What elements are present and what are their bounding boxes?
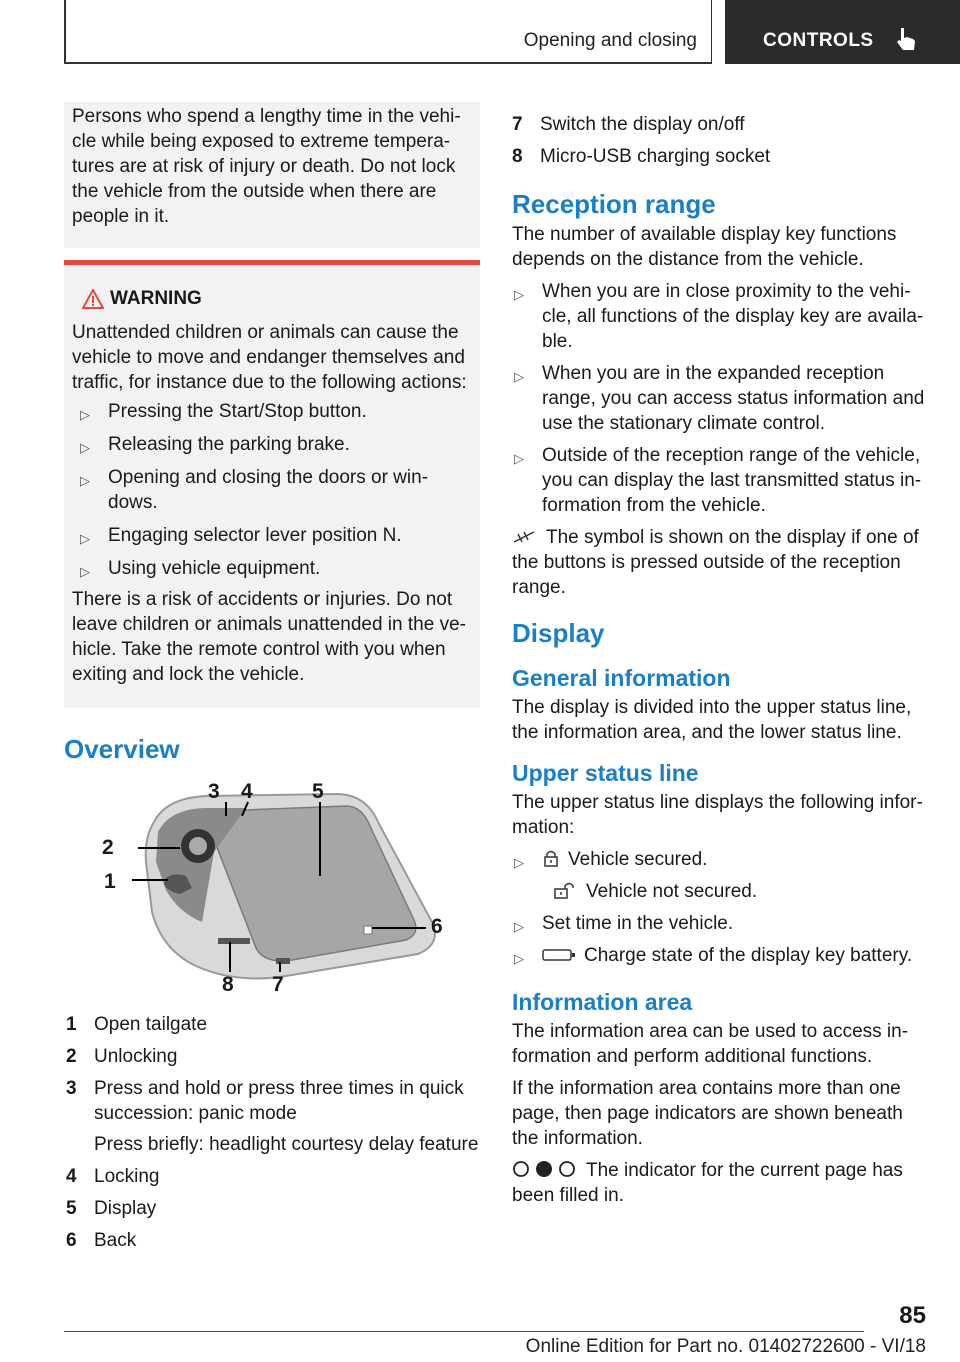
list-item: ▷ Vehicle secured. [512, 847, 928, 872]
triangle-bullet-icon: ▷ [514, 369, 524, 384]
triangle-bullet-icon: ▷ [514, 951, 524, 966]
warning-content [72, 288, 472, 687]
no-reception-icon [512, 530, 538, 544]
indicator-note: The indicator for the current page has been filled in. [512, 1160, 903, 1206]
warning-list [72, 399, 472, 581]
list-item: ▷ Set time in the vehicle. [512, 911, 928, 936]
list-item-sub: Vehicle not secured. [512, 879, 928, 904]
callout-6: 6 [431, 915, 443, 938]
header-section [66, 0, 712, 64]
lock-closed-icon [542, 849, 560, 867]
upper-status-list [512, 847, 928, 968]
caution-text [72, 104, 472, 229]
warning-intro: Unattended children or animals can cause the vehicle to move and endanger themselves and traffic, for instance due to the following actions: [72, 322, 467, 393]
chapter-title: CONTROLS [763, 30, 874, 51]
callout-8: 8 [222, 973, 234, 996]
callout-7: 7 [272, 973, 284, 996]
footer-text: Online Edition for Part no. 01402722600 - VI/18 [525, 1336, 926, 1357]
legend-item: 7 Switch the display on/off [512, 114, 745, 135]
warning-header [72, 288, 472, 314]
legend-item: 1 Open tailgate [66, 1014, 208, 1035]
caution-paragraph: Persons who spend a lengthy time in the vehi-cle while being exposed to extreme tempera-tures are at risk of injury or death. Do not lock the vehicle from the outside when there are people in it. [72, 106, 461, 227]
callout-5: 5 [312, 780, 324, 803]
info-area-p2: If the information area contains more than one page, then page indicators are shown beneath the information. [512, 1078, 903, 1149]
triangle-bullet-icon: ▷ [80, 440, 90, 455]
legend-item: 8 Micro-USB charging socket [512, 146, 771, 167]
list-item: ▷ Engaging selector lever position N. [78, 523, 472, 548]
info-area-heading: Information area [512, 989, 693, 1015]
list-item: ▷ Releasing the parking brake. [78, 432, 472, 457]
list-item: ▷ Outside of the reception range of the vehicle, you can display the last transmitted status in-formation from the vehicle. [514, 445, 922, 516]
general-heading: General information [512, 665, 731, 691]
list-item: ▷ When you are in the expanded reception range, you can access status information and use the stationary climate control. [514, 363, 925, 434]
section-title: Opening and closing [523, 30, 697, 51]
warning-title: WARNING [110, 288, 202, 309]
reception-heading: Reception range [512, 189, 716, 219]
symbol-note: The symbol is shown on the display if one of the buttons is pressed outside of the reception range. [512, 527, 919, 598]
hand-pointer-icon [895, 26, 917, 54]
triangle-bullet-icon: ▷ [80, 564, 90, 579]
callout-4: 4 [241, 780, 253, 803]
battery-icon [542, 948, 576, 962]
legend-item: 6 Back [66, 1230, 137, 1251]
display-key-illustration [96, 772, 456, 998]
list-item: ▷ When you are in close proximity to the vehi-cle, all functions of the display key are availa-ble. [514, 281, 924, 352]
triangle-bullet-icon: ▷ [80, 473, 90, 488]
header-chapter [725, 0, 960, 64]
legend-item: 4 Locking [66, 1166, 160, 1187]
display-heading: Display [512, 618, 605, 648]
callout-1: 1 [104, 870, 116, 893]
warning-outro: There is a risk of accidents or injuries. Do not leave children or animals unattended in the ve-hicle. Take the remote control with you when exiting and lock the vehicle. [72, 589, 466, 685]
list-item: ▷ Opening and closing the doors or win-dows. [80, 467, 429, 513]
upper-status-heading: Upper status line [512, 760, 699, 786]
legend-item: 5 Display [66, 1198, 157, 1219]
triangle-bullet-icon: ▷ [514, 451, 524, 466]
triangle-bullet-icon: ▷ [514, 855, 524, 870]
list-item: ▷ Using vehicle equipment. [78, 556, 472, 581]
legend-left [66, 1012, 480, 1253]
reception-intro: The number of available display key functions depends on the distance from the vehicle. [512, 224, 897, 270]
triangle-bullet-icon: ▷ [80, 531, 90, 546]
page-header [64, 0, 960, 64]
list-item: ▷ Pressing the Start/Stop button. [78, 399, 472, 424]
upper-status-intro: The upper status line displays the following infor-mation: [512, 792, 923, 838]
list-item: ▷ Charge state of the display key battery. [512, 943, 928, 968]
legend-item: 3 Press and hold or press three times in quick succession: panic mode [66, 1078, 464, 1124]
page-number: 85 [899, 1302, 926, 1329]
info-area-p1: The information area can be used to access in-formation and perform additional functions. [512, 1021, 909, 1067]
footer-rule [64, 1331, 864, 1332]
triangle-bullet-icon: ▷ [80, 407, 90, 422]
callout-3: 3 [208, 780, 220, 803]
callout-2: 2 [102, 836, 114, 859]
lock-open-icon [552, 881, 578, 899]
triangle-bullet-icon: ▷ [514, 919, 524, 934]
page-indicator-icon [512, 1160, 576, 1178]
overview-heading: Overview [64, 734, 180, 764]
warning-triangle-icon [82, 289, 104, 309]
general-text: The display is divided into the upper status line, the information area, and the lower status line. [512, 697, 912, 743]
legend-item-extra: Press briefly: headlight courtesy delay feature [94, 1134, 479, 1155]
legend-item: 2 Unlocking [66, 1046, 178, 1067]
reception-list [512, 279, 928, 518]
triangle-bullet-icon: ▷ [514, 287, 524, 302]
right-column [512, 112, 928, 1208]
